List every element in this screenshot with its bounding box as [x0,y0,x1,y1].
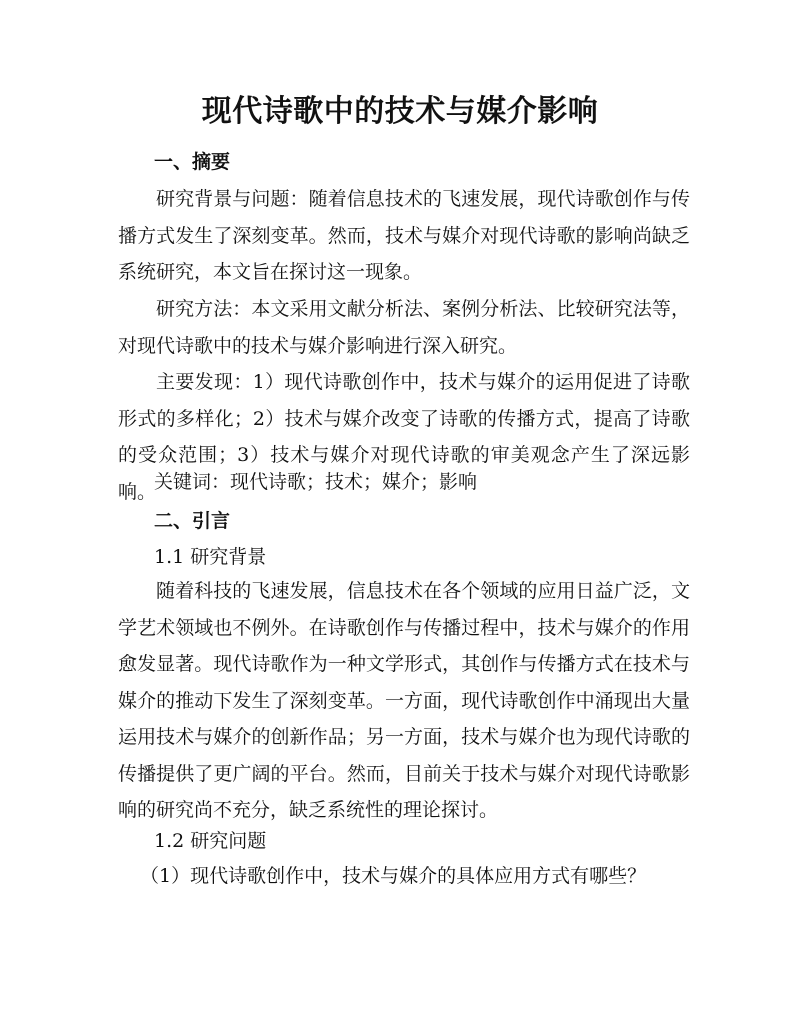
abstract-methods-paragraph: 研究方法：本文采用文献分析法、案例分析法、比较研究法等，对现代诗歌中的技术与媒介影响进行深入研究。 [118,298,690,357]
abstract-findings-paragraph: 主要发现：1）现代诗歌创作中，技术与媒介的运用促进了诗歌形式的多样化；2）技术与媒介改变了诗歌的传播方式，提高了诗歌的受众范围；3）技术与媒介对现代诗歌的审美观念产生了深远影响。 [118,371,690,503]
abstract-background-paragraph: 研究背景与问题：随着信息技术的飞速发展，现代诗歌创作与传播方式发生了深刻变革。然而，技术与媒介对现代诗歌的影响尚缺乏系统研究，本文旨在探讨这一现象。 [118,188,690,283]
section-1-2-heading: 1.2 研究问题 [154,830,267,852]
abstract-heading: 一、摘要 [154,151,231,173]
research-background-paragraph: 随着科技的飞速发展，信息技术在各个领域的应用日益广泛，文学艺术领域也不例外。在诗歌创作与传播过程中，技术与媒介的作用愈发显著。现代诗歌作为一种文学形式，其创作与传播方式在技术与媒介的推动下发生了深刻变革。一方面，现代诗歌创作中涌现出大量运用技术与媒介的创新作品；另一方面，技术与媒介也为现代诗歌的传播提供了更广阔的平台。然而，目前关于技术与媒介对现代诗歌影响的研究尚不充分，缺乏系统性的理论探讨。 [118,580,690,821]
page-title: 现代诗歌中的技术与媒介影响 [201,94,599,129]
introduction-heading: 二、引言 [154,510,231,532]
keywords-line: 关键词：现代诗歌；技术；媒介；影响 [154,471,478,493]
research-question-1: （1）现代诗歌创作中，技术与媒介的具体应用方式有哪些？ [140,865,647,887]
section-1-1-heading: 1.1 研究背景 [154,546,267,568]
